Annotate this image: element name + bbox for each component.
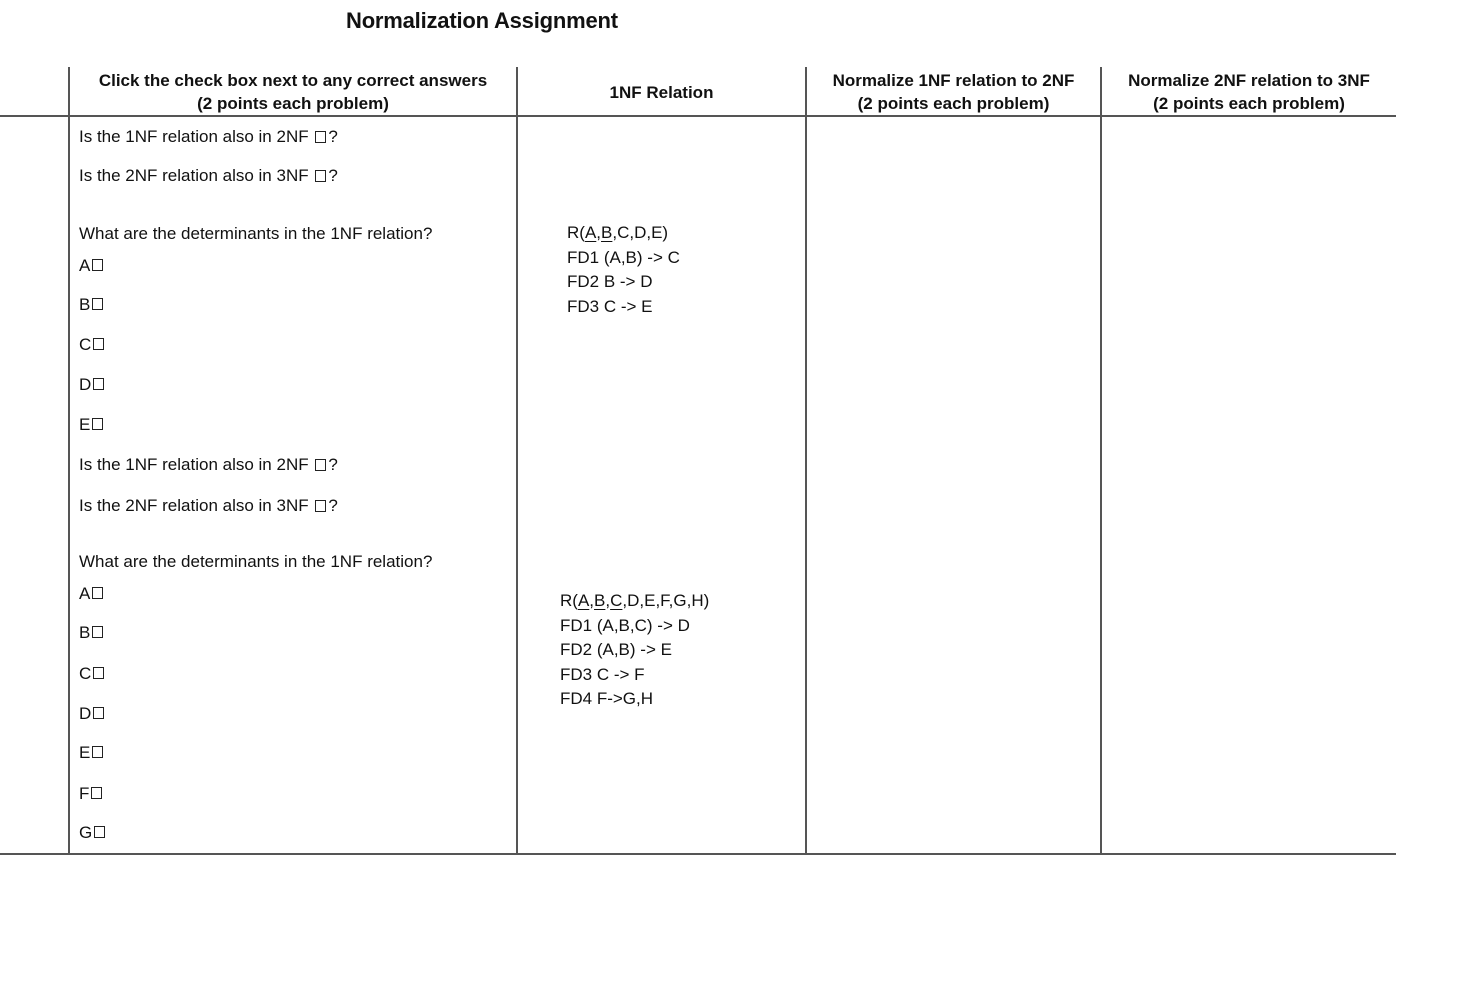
question-text: Is the 2NF relation also in 3NF xyxy=(79,496,314,515)
checkbox-2nf[interactable] xyxy=(315,131,326,143)
determinant-option-b xyxy=(79,622,105,644)
question-2nf xyxy=(79,454,338,476)
determinant-option-d xyxy=(79,374,106,396)
key-attribute: A xyxy=(577,591,590,610)
option-label: E xyxy=(79,415,91,434)
functional-dependency: FD3 C -> E xyxy=(567,296,653,316)
question-mark: ? xyxy=(328,166,338,185)
checkbox-f[interactable] xyxy=(91,787,102,799)
header-normalize-3nf xyxy=(1102,67,1396,117)
relation-schema xyxy=(567,221,680,246)
option-label: C xyxy=(79,664,92,683)
key-attribute: C xyxy=(610,591,623,610)
determinant-option-c xyxy=(79,334,106,356)
question-text: Is the 2NF relation also in 3NF xyxy=(79,166,314,185)
determinant-option-e xyxy=(79,414,105,436)
determinant-option-e xyxy=(79,742,105,764)
option-label: B xyxy=(79,623,91,642)
option-label: D xyxy=(79,704,92,723)
header-line: Normalize 1NF relation to 2NF xyxy=(832,71,1075,90)
determinant-option-b xyxy=(79,294,105,316)
determinant-option-a xyxy=(79,255,105,277)
option-label: B xyxy=(79,295,91,314)
checkbox-c[interactable] xyxy=(93,667,104,679)
checkbox-3nf[interactable] xyxy=(315,170,326,182)
page-title: Normalization Assignment xyxy=(346,8,618,33)
relation-prefix: R( xyxy=(567,223,585,242)
checkbox-d[interactable] xyxy=(93,707,104,719)
question-3nf xyxy=(79,495,338,517)
key-attribute: B xyxy=(601,223,613,242)
key-attribute: B xyxy=(594,591,606,610)
checkbox-e[interactable] xyxy=(92,746,103,758)
option-label: F xyxy=(79,784,90,803)
question-3nf xyxy=(79,165,338,187)
functional-dependency: FD3 C -> F xyxy=(560,664,645,684)
determinant-option-a xyxy=(79,583,105,605)
question-mark: ? xyxy=(328,496,338,515)
separator: , xyxy=(605,591,611,610)
functional-dependency: FD2 B -> D xyxy=(567,272,653,291)
option-label: G xyxy=(79,823,93,842)
question-2nf xyxy=(79,126,338,148)
checkbox-2nf[interactable] xyxy=(315,459,326,471)
header-1nf-relation xyxy=(518,67,805,117)
functional-dependency: FD4 F->G,H xyxy=(560,689,654,708)
determinants-question: What are the determinants in the 1NF relation? xyxy=(79,224,433,243)
header-line: Click the check box next to any correct answers xyxy=(98,71,488,90)
relation-1nf xyxy=(567,221,680,319)
table-column-divider xyxy=(516,67,518,855)
question-text: Is the 1NF relation also in 2NF xyxy=(79,127,314,146)
checkbox-g[interactable] xyxy=(94,826,105,838)
table-column-divider xyxy=(805,67,807,855)
header-normalize-2nf xyxy=(807,67,1100,117)
checkbox-3nf[interactable] xyxy=(315,500,326,512)
option-label: D xyxy=(79,375,92,394)
checkbox-d[interactable] xyxy=(93,378,104,390)
determinants-question: What are the determinants in the 1NF relation? xyxy=(79,552,433,571)
key-attribute: A xyxy=(584,223,597,242)
relation-1nf xyxy=(560,589,709,712)
relation-rest: ,D,E,F,G,H) xyxy=(622,591,710,610)
checkbox-b[interactable] xyxy=(92,626,103,638)
option-label: E xyxy=(79,743,91,762)
header-line: (2 points each problem) xyxy=(197,94,389,113)
question-mark: ? xyxy=(328,127,338,146)
separator: , xyxy=(596,223,602,242)
functional-dependency: FD1 (A,B,C) -> D xyxy=(560,615,690,635)
functional-dependency: FD1 (A,B) -> C xyxy=(567,247,680,267)
separator: , xyxy=(589,591,595,610)
checkbox-b[interactable] xyxy=(92,298,103,310)
header-line: (2 points each problem) xyxy=(857,94,1050,113)
checkbox-a[interactable] xyxy=(92,259,103,271)
determinant-option-c xyxy=(79,663,106,685)
determinant-option-f xyxy=(79,783,104,805)
option-label: A xyxy=(79,584,91,603)
determinant-option-g xyxy=(79,822,107,844)
checkbox-e[interactable] xyxy=(92,418,103,430)
functional-dependency: FD2 (A,B) -> E xyxy=(560,640,672,659)
table-bottom-border xyxy=(0,853,1396,855)
header-check-answers xyxy=(70,67,516,117)
question-text: Is the 1NF relation also in 2NF xyxy=(79,455,314,474)
header-line: (2 points each problem) xyxy=(1153,94,1345,113)
header-line: Normalize 2NF relation to 3NF xyxy=(1128,71,1370,90)
checkbox-c[interactable] xyxy=(93,338,104,350)
relation-rest: ,C,D,E) xyxy=(612,223,669,242)
header-line: 1NF Relation xyxy=(609,82,714,102)
determinant-option-d xyxy=(79,703,106,725)
relation-schema xyxy=(560,589,709,614)
option-label: A xyxy=(79,256,91,275)
question-mark: ? xyxy=(328,455,338,474)
checkbox-a[interactable] xyxy=(92,587,103,599)
table-column-divider xyxy=(1100,67,1102,855)
option-label: C xyxy=(79,335,92,354)
table-column-divider xyxy=(68,67,70,855)
relation-prefix: R( xyxy=(560,591,578,610)
